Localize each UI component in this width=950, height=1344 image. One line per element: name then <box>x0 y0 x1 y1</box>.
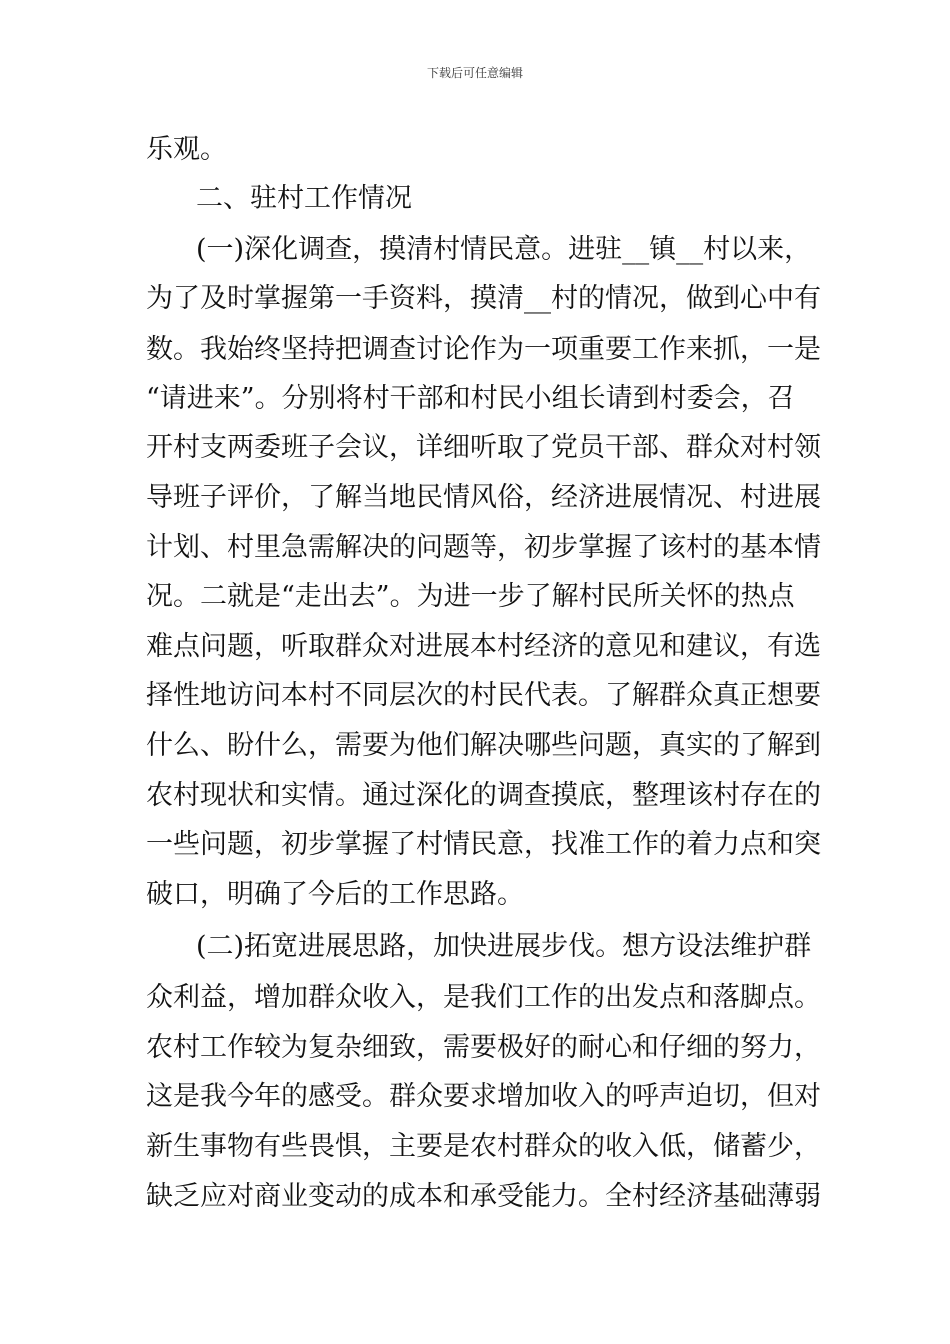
body-line: 择性地访问本村不同层次的村民代表。了解群众真正想要 <box>146 680 821 711</box>
body-line: 这是我今年的感受。群众要求增加收入的呼声迫切，但对 <box>146 1081 821 1112</box>
subsection-line: (一)深化调查，摸清村情民意。进驻__镇__村以来， <box>196 234 812 265</box>
subsection-line: (二)拓宽进展思路，加快进展步伐。想方设法维护群 <box>196 931 812 962</box>
body-line: 新生事物有些畏惧，主要是农村群众的收入低，储蓄少， <box>146 1131 821 1162</box>
body-line: 农村现状和实情。通过深化的调查摸底，整理该村存在的 <box>146 780 821 811</box>
body-line: “请进来”。分别将村干部和村民小组长请到村委会，召 <box>146 383 795 414</box>
body-line: 况。二就是“走出去”。为进一步了解村民所关怀的热点 <box>146 581 795 612</box>
section-heading: 二、驻村工作情况 <box>196 183 412 214</box>
body-line: 为了及时掌握第一手资料，摸清__村的情况，做到心中有 <box>146 283 821 314</box>
page-header: 下载后可任意编辑 <box>426 66 523 80</box>
body-line: 破口，明确了今后的工作思路。 <box>146 879 524 910</box>
body-line: 众利益，增加群众收入，是我们工作的出发点和落脚点。 <box>146 982 821 1013</box>
body-line: 农村工作较为复杂细致，需要极好的耐心和仔细的努力， <box>146 1032 821 1063</box>
body-line: 一些问题，初步掌握了村情民意，找准工作的着力点和突 <box>146 829 821 860</box>
body-line: 难点问题，听取群众对进展本村经济的意见和建议，有选 <box>146 631 821 662</box>
body-line: 计划、村里急需解决的问题等，初步掌握了该村的基本情 <box>146 532 821 563</box>
body-line: 乐观。 <box>146 134 227 165</box>
body-line: 什么、盼什么，需要为他们解决哪些问题，真实的了解到 <box>146 730 821 761</box>
body-line: 导班子评价，了解当地民情风俗，经济进展情况、村进展 <box>146 482 821 513</box>
body-line: 数。我始终坚持把调查讨论作为一项重要工作来抓，一是 <box>146 334 821 365</box>
body-line: 缺乏应对商业变动的成本和承受能力。全村经济基础薄弱 <box>146 1181 821 1212</box>
body-line: 开村支两委班子会议，详细听取了党员干部、群众对村领 <box>146 432 821 463</box>
